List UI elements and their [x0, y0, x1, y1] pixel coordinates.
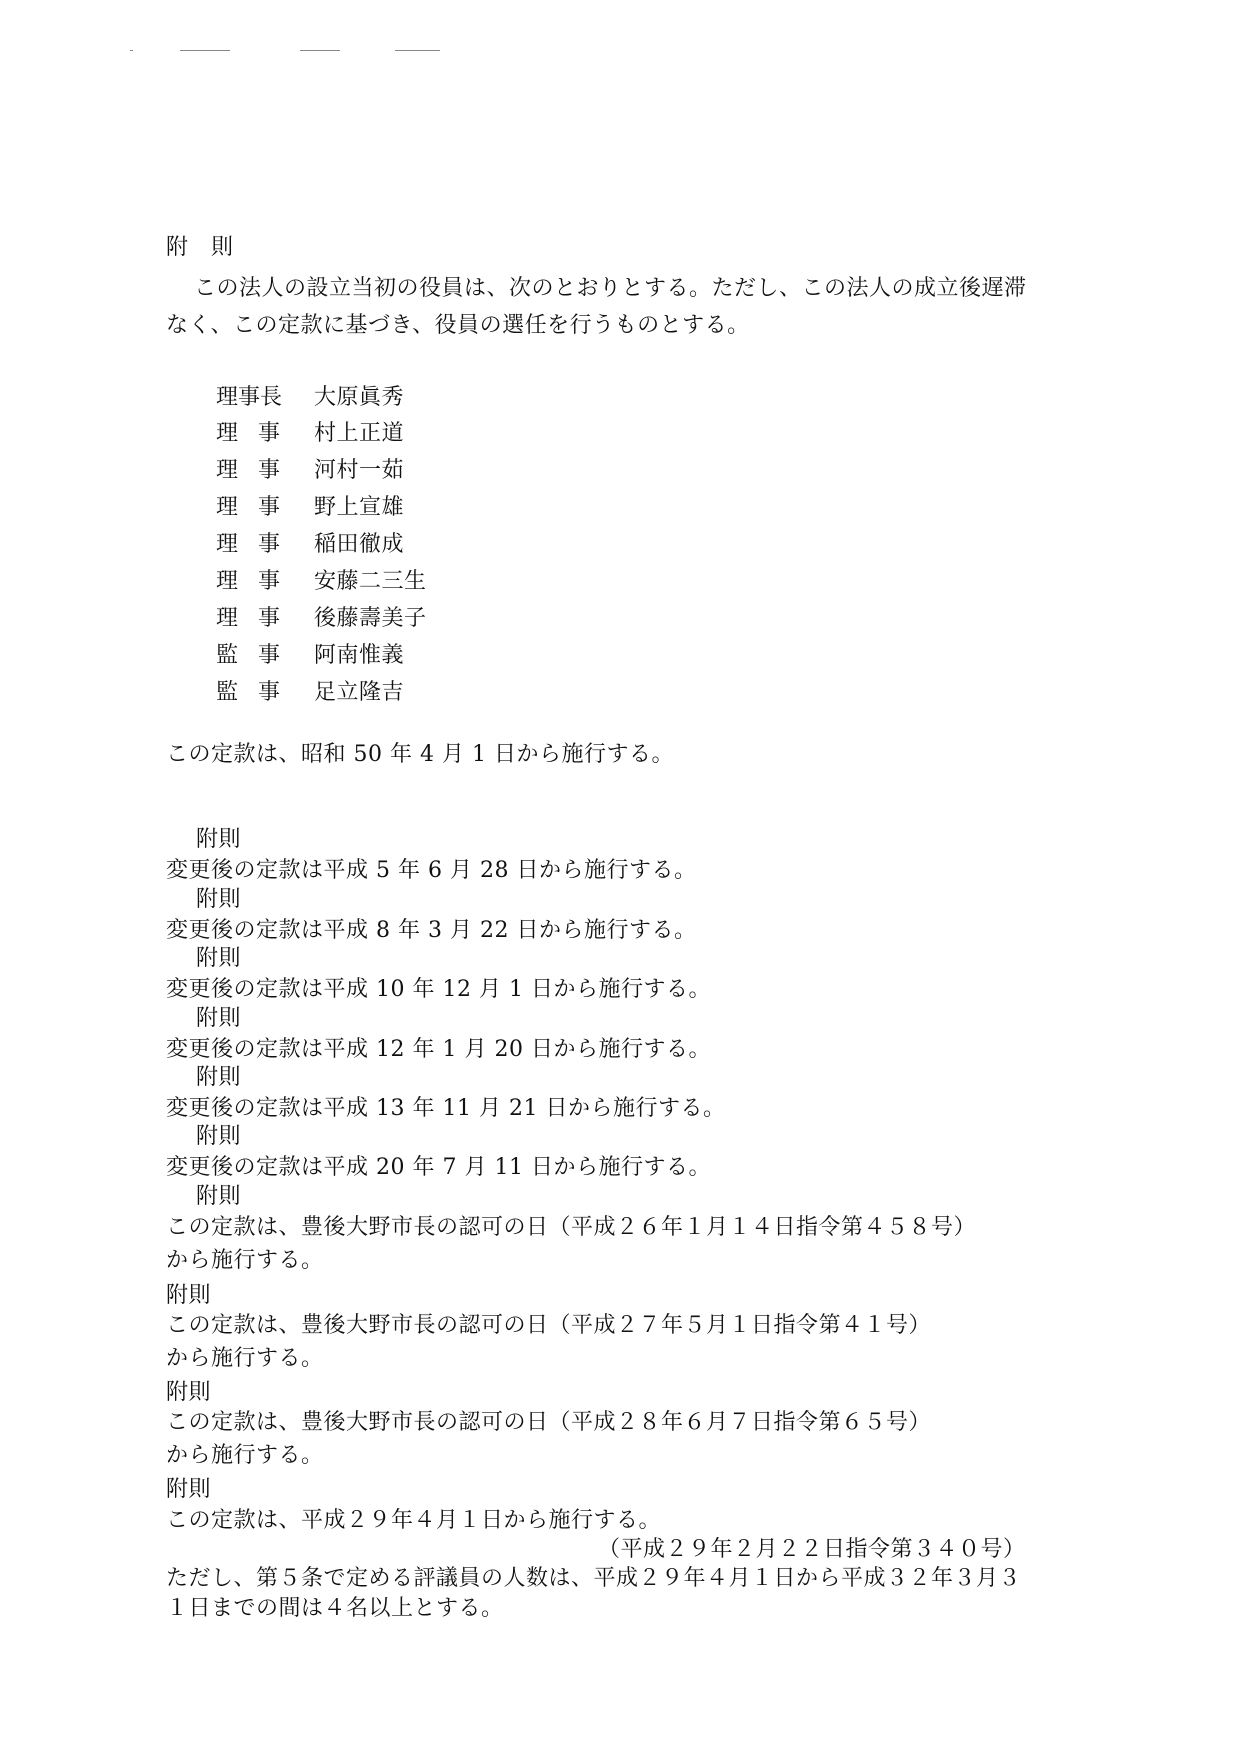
officer-role: 理事 — [216, 569, 301, 594]
scan-mark — [300, 50, 340, 51]
officer-name: 後藤壽美子 — [314, 606, 427, 631]
amendment-text: 変更後の定款は平成 13 年 11 月 21 日から施行する。 — [166, 1096, 726, 1121]
scan-mark — [395, 50, 440, 51]
amendment-text: この定款は、豊後大野市長の認可の日（平成２７年５月１日指令第４１号） — [166, 1313, 932, 1338]
intro-line-2: なく、この定款に基づき、役員の選任を行うものとする。 — [166, 313, 750, 338]
amendment-text: から施行する。 — [166, 1248, 324, 1273]
officer-name: 稲田徹成 — [314, 532, 405, 557]
amendment-heading: 附則 — [196, 827, 242, 852]
officer-role: 監事 — [216, 680, 301, 705]
officer-row — [216, 458, 404, 484]
officer-role: 理事 — [216, 421, 301, 446]
directive-reference: （平成２９年２月２２日指令第３４０号） — [598, 1537, 1026, 1562]
amendment-heading: 附則 — [166, 1380, 212, 1405]
scan-mark — [180, 50, 230, 51]
officer-name: 足立隆吉 — [314, 680, 405, 705]
amendment-text: 変更後の定款は平成 8 年 3 月 22 日から施行する。 — [166, 918, 697, 943]
officer-row — [216, 421, 404, 447]
amendment-text: この定款は、平成２９年４月１日から施行する。 — [166, 1508, 662, 1533]
officer-row — [216, 532, 404, 558]
amendment-heading: 附則 — [166, 1283, 212, 1308]
officer-name: 野上宣雄 — [314, 495, 405, 520]
scan-mark — [130, 50, 133, 51]
officer-row — [216, 569, 427, 595]
amendment-text: この定款は、豊後大野市長の認可の日（平成２８年６月７日指令第６５号） — [166, 1410, 932, 1435]
officer-role: 理事 — [216, 495, 301, 520]
amendment-heading: 附則 — [196, 1124, 242, 1149]
officer-role: 理事 — [216, 532, 301, 557]
amendment-text: 変更後の定款は平成 12 年 1 月 20 日から施行する。 — [166, 1037, 711, 1062]
officer-row — [216, 606, 427, 632]
amendment-heading: 附則 — [166, 1477, 212, 1502]
officer-name: 安藤二三生 — [314, 569, 427, 594]
supplementary-heading: 附 則 — [166, 235, 241, 260]
officer-row — [216, 680, 404, 706]
officer-name: 阿南惟義 — [314, 643, 405, 668]
amendment-heading: 附則 — [196, 1065, 242, 1090]
officer-row — [216, 495, 404, 521]
amendment-heading: 附則 — [196, 1006, 242, 1031]
amendment-text: から施行する。 — [166, 1443, 324, 1468]
amendment-text: この定款は、豊後大野市長の認可の日（平成２６年１月１４日指令第４５８号） — [166, 1215, 977, 1240]
officer-role: 理事 — [216, 606, 301, 631]
amendment-text: １日までの間は４名以上とする。 — [166, 1596, 504, 1621]
amendment-text: から施行する。 — [166, 1346, 324, 1371]
officer-role: 理事 — [216, 458, 301, 483]
amendment-text: 変更後の定款は平成 5 年 6 月 28 日から施行する。 — [166, 858, 697, 883]
effective-date-text: この定款は、昭和 50 年 4 月 1 日から施行する。 — [166, 742, 674, 767]
officer-row — [216, 643, 404, 669]
intro-line-1: この法人の設立当初の役員は、次のとおりとする。ただし、この法人の成立後遅滞 — [194, 276, 1027, 301]
officer-row — [216, 385, 404, 411]
amendment-heading: 附則 — [196, 887, 242, 912]
amendment-heading: 附則 — [196, 1184, 242, 1209]
officer-role: 監事 — [216, 643, 301, 668]
amendment-heading: 附則 — [196, 946, 242, 971]
officer-role: 理事長 — [216, 385, 283, 410]
amendment-text: 変更後の定款は平成 10 年 12 月 1 日から施行する。 — [166, 977, 711, 1002]
officer-name: 河村一茹 — [314, 458, 405, 483]
amendment-text: ただし、第５条で定める評議員の人数は、平成２９年４月１日から平成３２年３月３ — [166, 1566, 1022, 1591]
amendment-text: 変更後の定款は平成 20 年 7 月 11 日から施行する。 — [166, 1155, 711, 1180]
officer-name: 大原眞秀 — [314, 385, 405, 410]
officer-name: 村上正道 — [314, 421, 405, 446]
